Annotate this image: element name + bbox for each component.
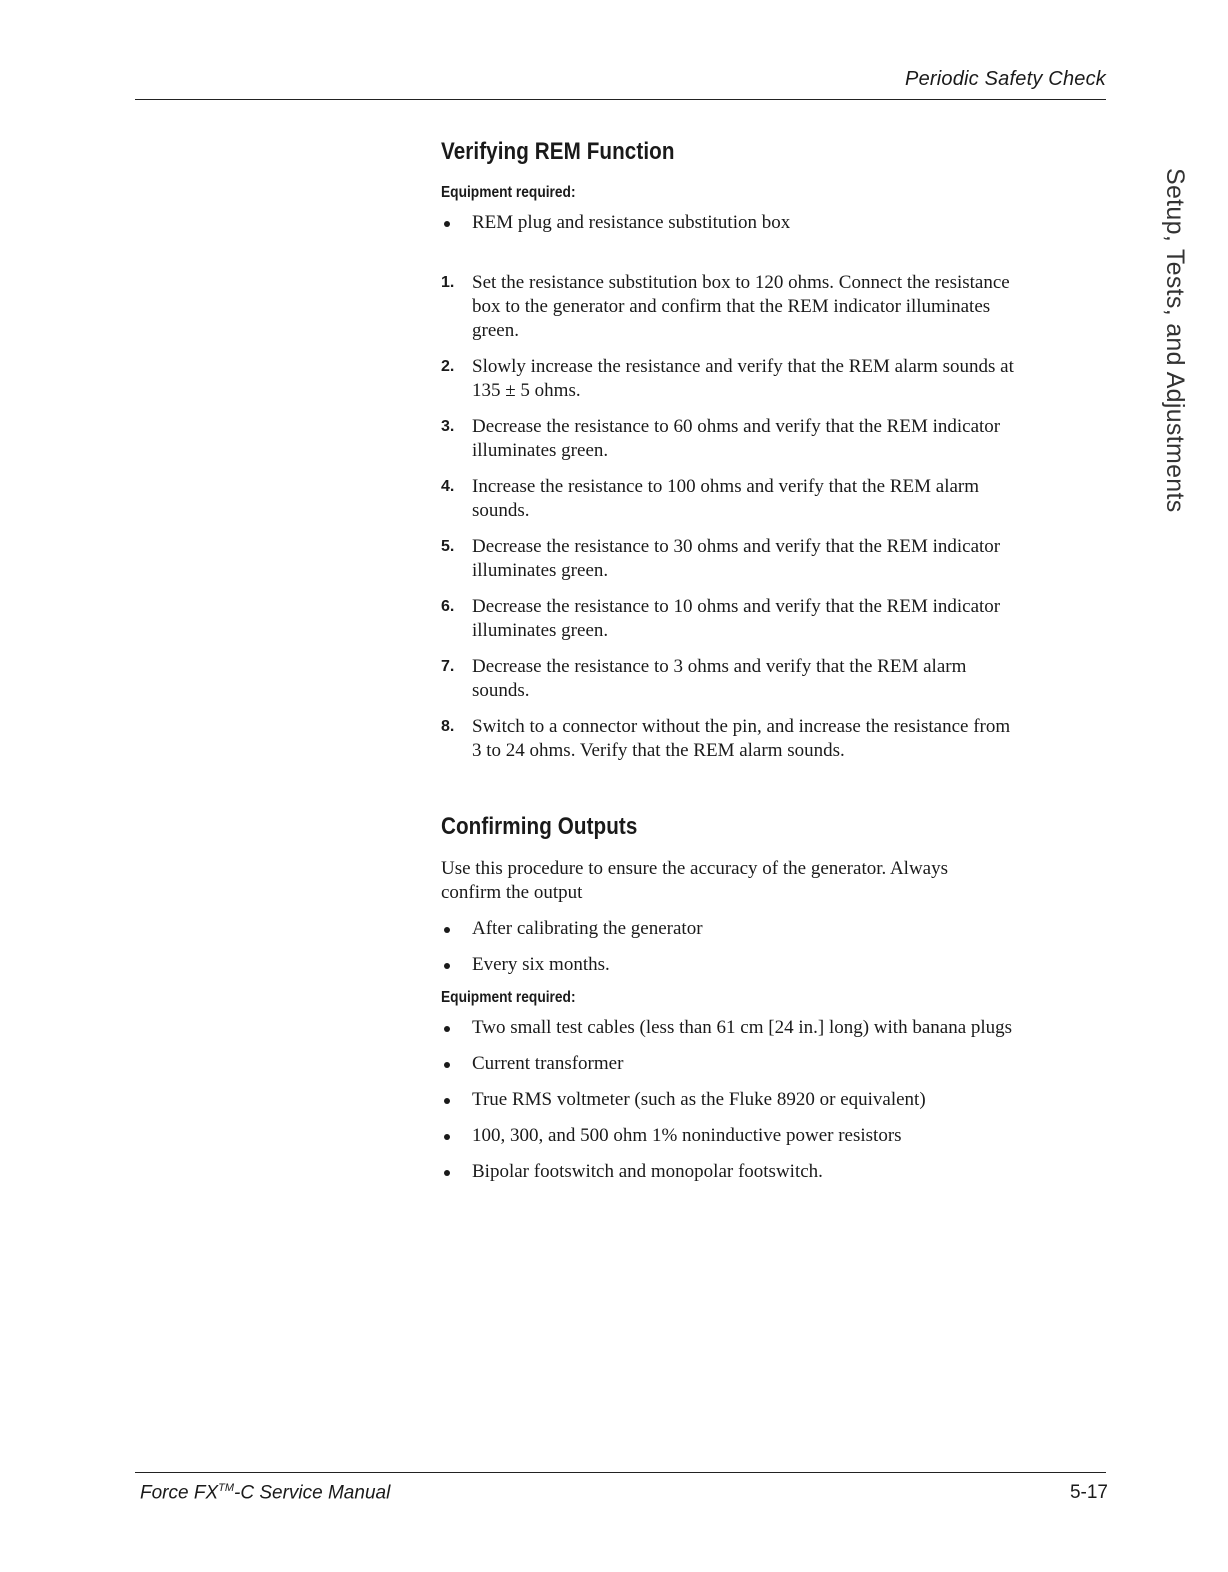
step-number: 3. bbox=[441, 418, 455, 435]
step-text-line: illuminates green. bbox=[472, 440, 609, 461]
rem-steps bbox=[441, 271, 1111, 763]
step-text-line: Decrease the resistance to 3 ohms and verify that the REM alarm bbox=[472, 656, 967, 677]
step-text-line: Decrease the resistance to 60 ohms and verify that the REM indicator bbox=[472, 416, 1001, 437]
footer-manual-title bbox=[140, 1482, 390, 1504]
footer-rule bbox=[135, 1472, 1106, 1473]
step-text-line: Decrease the resistance to 10 ohms and verify that the REM indicator bbox=[472, 596, 1001, 617]
step-item bbox=[441, 655, 1111, 703]
header-rule bbox=[135, 99, 1106, 100]
main-content bbox=[441, 138, 1111, 1184]
section-title-rem: Verifying REM Function bbox=[441, 138, 675, 165]
list-item: 100, 300, and 500 ohm 1% noninductive power resistors bbox=[441, 1124, 1111, 1148]
step-item bbox=[441, 415, 1111, 463]
intro-line: confirm the output bbox=[441, 882, 583, 903]
list-item: Every six months. bbox=[441, 953, 1111, 977]
step-text-line: Switch to a connector without the pin, and increase the resistance from bbox=[472, 716, 1011, 737]
step-number: 1. bbox=[441, 274, 455, 291]
list-item: Current transformer bbox=[441, 1052, 1111, 1076]
step-number: 7. bbox=[441, 658, 455, 675]
step-text-line: Set the resistance substitution box to 120 ohms. Connect the resistance bbox=[472, 272, 1010, 293]
step-number: 8. bbox=[441, 718, 455, 735]
step-text-line: sounds. bbox=[472, 680, 530, 701]
list-item: Two small test cables (less than 61 cm [24 in.] long) with banana plugs bbox=[441, 1016, 1111, 1040]
page-number: 5-17 bbox=[1069, 1482, 1108, 1503]
step-item bbox=[441, 715, 1111, 763]
trademark-mark: TM bbox=[218, 1482, 235, 1494]
step-item bbox=[441, 595, 1111, 643]
intro-paragraph bbox=[441, 857, 1111, 905]
step-text-line: 135 ± 5 ohms. bbox=[472, 380, 581, 401]
side-tab: Setup, Tests, and Adjustments bbox=[1161, 168, 1189, 513]
step-text-line: green. bbox=[472, 320, 519, 341]
step-text-line: Decrease the resistance to 30 ohms and verify that the REM indicator bbox=[472, 536, 1001, 557]
step-text-line: illuminates green. bbox=[472, 620, 609, 641]
step-text-line: box to the generator and confirm that the REM indicator illuminates bbox=[472, 296, 991, 317]
step-item bbox=[441, 475, 1111, 523]
step-item bbox=[441, 355, 1111, 403]
step-text-line: illuminates green. bbox=[472, 560, 609, 581]
step-item bbox=[441, 271, 1111, 343]
equipment-heading-outputs: Equipment required: bbox=[441, 989, 576, 1006]
step-text-line: Increase the resistance to 100 ohms and verify that the REM alarm bbox=[472, 476, 980, 497]
intro-line: Use this procedure to ensure the accuracy of the generator. Always bbox=[441, 858, 948, 879]
step-text-line: 3 to 24 ohms. Verify that the REM alarm sounds. bbox=[472, 740, 845, 761]
footer-manual-suffix: -C Service Manual bbox=[234, 1482, 391, 1504]
step-item bbox=[441, 535, 1111, 583]
running-header: Periodic Safety Check bbox=[905, 68, 1106, 90]
list-item: True RMS voltmeter (such as the Fluke 8920 or equivalent) bbox=[441, 1088, 1111, 1112]
step-number: 5. bbox=[441, 538, 455, 555]
section-title-outputs: Confirming Outputs bbox=[441, 813, 638, 840]
list-item: REM plug and resistance substitution box bbox=[441, 211, 1111, 235]
equipment-heading-rem: Equipment required: bbox=[441, 184, 576, 201]
when-list bbox=[441, 917, 1111, 977]
step-number: 2. bbox=[441, 358, 455, 375]
step-number: 4. bbox=[441, 478, 455, 495]
step-text-line: sounds. bbox=[472, 500, 530, 521]
list-item: After calibrating the generator bbox=[441, 917, 1111, 941]
equipment-list-rem bbox=[441, 211, 1111, 235]
list-item: Bipolar footswitch and monopolar footswitch. bbox=[441, 1160, 1111, 1184]
step-text-line: Slowly increase the resistance and verify that the REM alarm sounds at bbox=[472, 356, 1014, 377]
step-number: 6. bbox=[441, 598, 455, 615]
footer-manual-prefix: Force FX bbox=[140, 1482, 219, 1504]
equipment-list-outputs bbox=[441, 1016, 1111, 1184]
